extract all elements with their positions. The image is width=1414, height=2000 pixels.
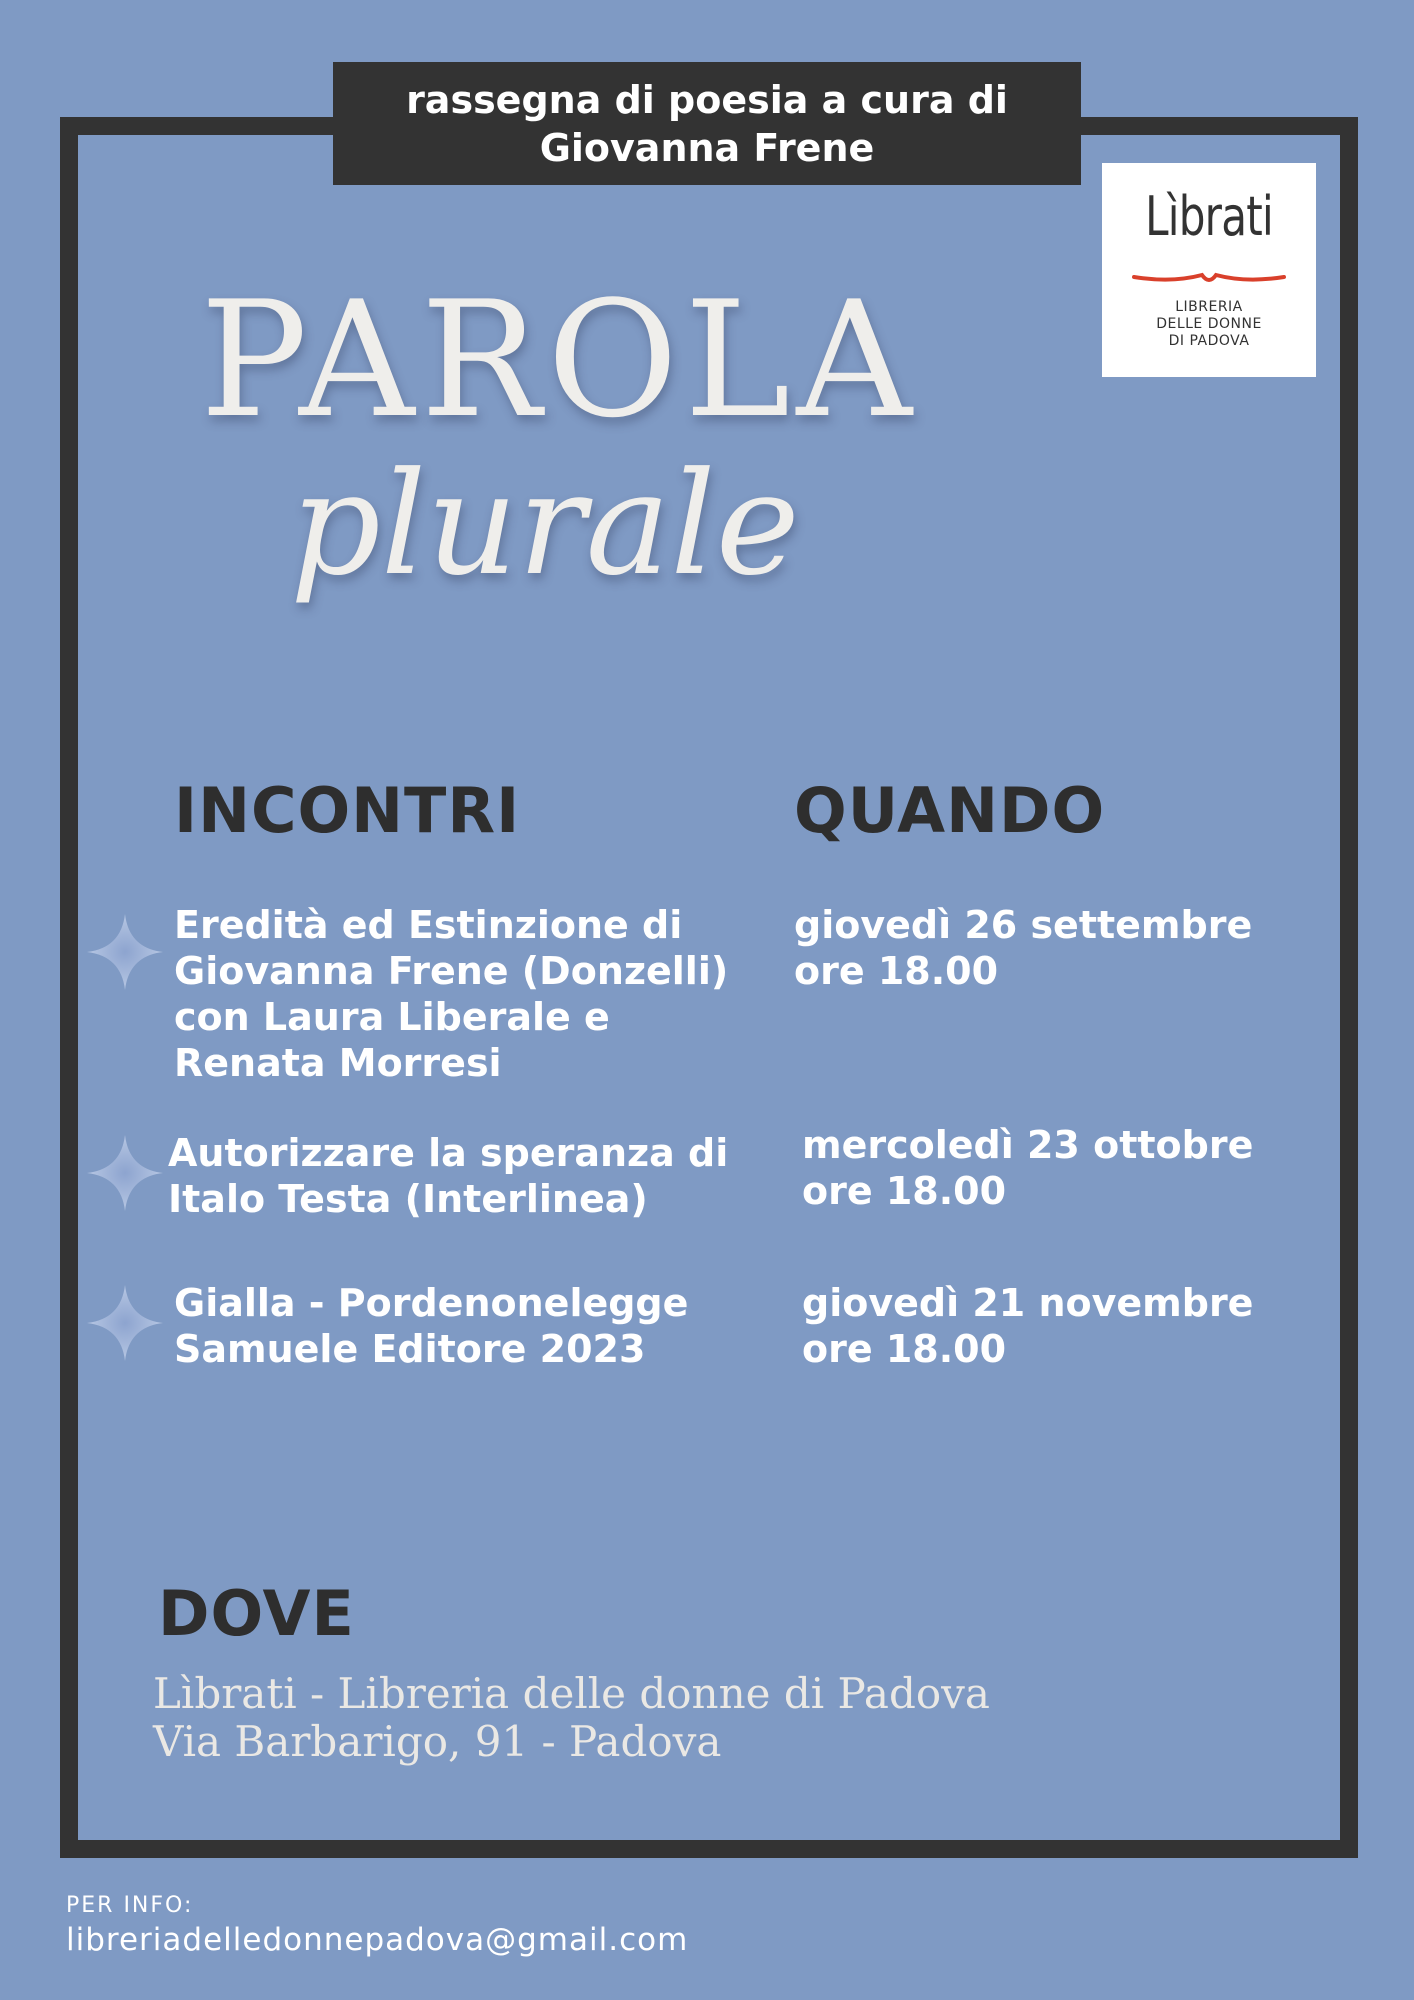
logo-subtitle [1102,299,1316,350]
event-1-date: giovedì 26 settembre ore 18.00 [794,903,1253,993]
heading-dove: DOVE [158,1577,355,1650]
event-1-title: Eredità ed Estinzione di Giovanna Frene (Donzelli) con Laura Liberale e Renata Morresi [174,903,729,1085]
location-line-2: Via Barbarigo, 91 - Padova [153,1717,722,1766]
sparkle-icon [85,1283,165,1363]
info-email: libreriadelledonnepadova@gmail.com [66,1922,689,1958]
curator-banner [333,62,1081,185]
location-address [153,1670,990,1766]
logo-sub-line-3: DI PADOVA [1168,333,1250,349]
event-2-date: mercoledì 23 ottobre ore 18.00 [802,1123,1254,1213]
info-label: PER INFO: [66,1893,194,1918]
logo-name: Lìbrati [1145,185,1273,248]
heading-incontri: INCONTRI [174,774,521,847]
heading-quando: QUANDO [794,774,1106,847]
sparkle-icon [85,1133,165,1213]
sparkle-icon [85,912,165,992]
event-2-title: Autorizzare la speranza di Italo Testa (Interlinea) [168,1131,729,1221]
banner-line-2: Giovanna Frene [539,125,875,170]
event-3-title: Gialla - Pordenonelegge Samuele Editore 2023 [174,1281,689,1371]
event-3-date: giovedì 21 novembre ore 18.00 [802,1281,1254,1371]
banner-line-1: rassegna di poesia a cura di [406,77,1008,122]
open-book-swoosh-icon [1132,267,1286,289]
title-plurale: plurale [290,442,800,607]
location-line-1: Lìbrati - Libreria delle donne di Padova [153,1669,990,1718]
title-parola: PAROLA [200,266,918,453]
logo-sub-line-2: DELLE DONNE [1156,316,1262,332]
librati-logo [1102,163,1316,377]
logo-sub-line-1: LIBRERIA [1175,299,1243,315]
